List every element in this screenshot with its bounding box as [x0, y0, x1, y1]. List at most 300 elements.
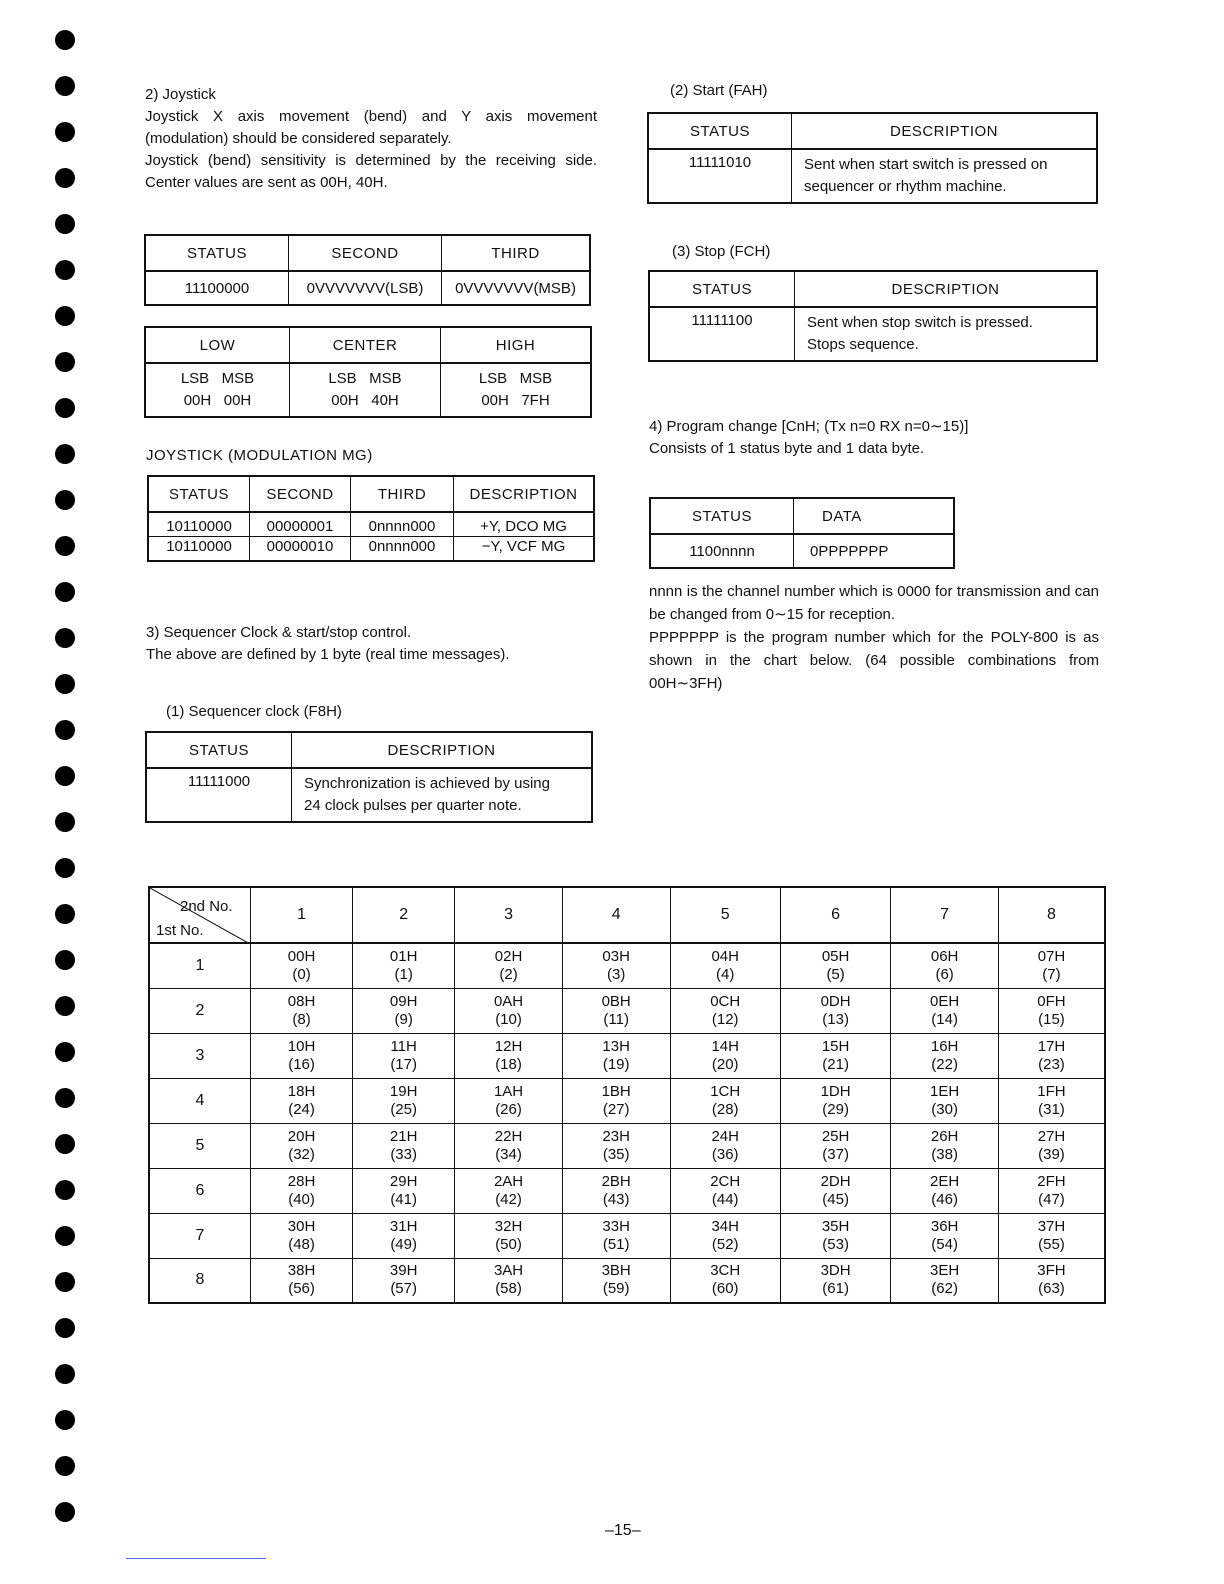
range-high [441, 363, 592, 417]
decimal-value: (37) [822, 1145, 849, 1163]
decimal-value: (6) [935, 965, 954, 983]
corner-top-label: 2nd No. [180, 898, 233, 915]
program-cell [353, 1258, 455, 1303]
binder-hole [55, 858, 75, 878]
modulation-heading: JOYSTICK (MODULATION MG) [146, 447, 373, 464]
decimal-value: (38) [931, 1145, 958, 1163]
program-cell [353, 988, 455, 1033]
decimal-value: (52) [711, 1235, 739, 1253]
status-cell: 11111010 [648, 149, 792, 203]
program-cell [998, 1168, 1105, 1213]
row-header: 1 [149, 943, 251, 988]
desc-line: sequencer or rhythm machine. [804, 178, 1007, 195]
binder-hole [55, 30, 75, 50]
hex-value: 1DH [820, 1082, 851, 1100]
page-number: –15– [605, 1522, 641, 1539]
desc-line: Synchronization is achieved by using [304, 775, 550, 792]
program-cell [562, 1213, 670, 1258]
hex-value: 01H [389, 947, 418, 965]
decimal-value: (32) [288, 1145, 315, 1163]
decimal-value: (62) [931, 1280, 958, 1298]
column-header: 1 [251, 887, 353, 943]
decimal-value: (46) [931, 1190, 958, 1208]
decimal-value: (20) [711, 1055, 739, 1073]
row-header: 3 [149, 1033, 251, 1078]
program-cell [562, 1168, 670, 1213]
program-cell [780, 988, 890, 1033]
decimal-value: (42) [495, 1190, 522, 1208]
hex-value: 00H [287, 947, 316, 965]
decimal-value: (15) [1038, 1010, 1065, 1028]
decimal-value: (22) [931, 1055, 958, 1073]
decimal-value: (56) [288, 1280, 315, 1298]
decimal-value: (19) [602, 1055, 630, 1073]
hex-value: 0EH [930, 992, 960, 1010]
hex-value: 1AH [493, 1082, 524, 1100]
decimal-value: (17) [390, 1055, 417, 1073]
col-header: STATUS [146, 732, 292, 768]
table-row [149, 1168, 1105, 1213]
hex-value: 11H [390, 1037, 417, 1055]
seq-clock-table [145, 731, 593, 823]
program-cell [670, 1213, 780, 1258]
hex-value: 3DH [820, 1262, 851, 1280]
hex-value: 02H [494, 947, 523, 965]
joystick-range-table [144, 326, 592, 418]
desc-line: Stops sequence. [807, 336, 919, 353]
hex-value: 23H [602, 1127, 630, 1145]
program-cell [891, 1168, 999, 1213]
decimal-value: (41) [390, 1190, 417, 1208]
col-header: SECOND [250, 476, 351, 512]
binder-hole [55, 490, 75, 510]
table-cell: +Y, DCO MG [454, 512, 595, 537]
binder-holes [55, 30, 79, 1570]
description-cell [292, 768, 593, 822]
column-header: 4 [562, 887, 670, 943]
range-sub: LSB MSB [478, 370, 553, 387]
table-row [149, 1258, 1105, 1303]
decimal-value: (47) [1038, 1190, 1065, 1208]
binder-hole [55, 1318, 75, 1338]
decimal-value: (39) [1038, 1145, 1065, 1163]
corner-cell [149, 887, 251, 943]
range-val: 00H 40H [331, 392, 399, 409]
program-cell [251, 1258, 353, 1303]
program-cell [562, 988, 670, 1033]
binder-hole [55, 1226, 75, 1246]
program-cell [670, 988, 780, 1033]
hex-value: 1FH [1037, 1082, 1066, 1100]
decimal-value: (36) [711, 1145, 739, 1163]
hex-value: 22H [494, 1127, 523, 1145]
hex-value: 05H [821, 947, 850, 965]
binder-hole [55, 536, 75, 556]
binder-hole [55, 122, 75, 142]
row-header: 7 [149, 1213, 251, 1258]
program-change-note-1: nnnn is the channel number which is 0000 for transmission and can be changed from 0∼15 for reception. [649, 583, 1099, 623]
col-header: LOW [145, 327, 290, 363]
hex-value: 19H [389, 1082, 418, 1100]
decimal-value: (58) [495, 1280, 522, 1298]
decimal-value: (23) [1038, 1055, 1065, 1073]
hex-value: 2BH [601, 1172, 631, 1190]
decimal-value: (4) [716, 965, 735, 983]
col-header: THIRD [442, 235, 591, 271]
decimal-value: (63) [1038, 1280, 1065, 1298]
col-header: STATUS [649, 271, 795, 307]
hex-value: 39H [389, 1262, 418, 1280]
program-cell [998, 1078, 1105, 1123]
program-cell [251, 1123, 353, 1168]
col-header: STATUS [145, 235, 289, 271]
table-cell: −Y, VCF MG [454, 537, 595, 562]
decimal-value: (35) [602, 1145, 630, 1163]
program-change-sub: Consists of 1 status byte and 1 data byte. [649, 440, 925, 457]
binder-hole [55, 1364, 75, 1384]
hex-value: 10H [287, 1037, 316, 1055]
hex-value: 07H [1037, 947, 1066, 965]
hex-value: 14H [711, 1037, 739, 1055]
program-cell [455, 1258, 563, 1303]
decimal-value: (44) [711, 1190, 739, 1208]
program-cell [780, 1033, 890, 1078]
program-cell [562, 943, 670, 988]
program-cell [353, 1123, 455, 1168]
decimal-value: (57) [390, 1280, 417, 1298]
hex-value: 32H [494, 1217, 523, 1235]
row-header: 8 [149, 1258, 251, 1303]
hex-value: 0BH [601, 992, 631, 1010]
decimal-value: (30) [931, 1100, 958, 1118]
hex-value: 0CH [710, 992, 741, 1010]
hex-value: 3EH [930, 1262, 960, 1280]
decimal-value: (26) [495, 1100, 522, 1118]
program-cell [251, 1168, 353, 1213]
decimal-value: (40) [288, 1190, 315, 1208]
decimal-value: (8) [292, 1010, 311, 1028]
program-cell [353, 1078, 455, 1123]
binder-hole [55, 812, 75, 832]
table-cell: 00000001 [250, 512, 351, 537]
range-sub: LSB MSB [328, 370, 402, 387]
decimal-value: (2) [499, 965, 518, 983]
decimal-value: (60) [711, 1280, 739, 1298]
binder-hole [55, 766, 75, 786]
hex-value: 36H [930, 1217, 959, 1235]
hex-value: 1CH [710, 1082, 741, 1100]
table-row [149, 1213, 1105, 1258]
program-cell [353, 943, 455, 988]
program-cell [998, 1213, 1105, 1258]
hex-value: 30H [287, 1217, 316, 1235]
program-cell [455, 988, 563, 1033]
binder-hole [55, 444, 75, 464]
decimal-value: (11) [603, 1010, 629, 1028]
hex-value: 2EH [930, 1172, 960, 1190]
program-cell [780, 1123, 890, 1168]
program-cell [780, 943, 890, 988]
col-header: THIRD [351, 476, 454, 512]
hex-value: 13H [602, 1037, 630, 1055]
program-cell [891, 943, 999, 988]
table-cell: 11100000 [145, 271, 289, 305]
col-header: DESCRIPTION [454, 476, 595, 512]
seq-clock-title: (1) Sequencer clock (F8H) [166, 703, 342, 720]
joystick-section [145, 84, 597, 194]
decimal-value: (21) [822, 1055, 849, 1073]
hex-value: 25H [821, 1127, 850, 1145]
decimal-value: (48) [288, 1235, 315, 1253]
decimal-value: (43) [602, 1190, 630, 1208]
program-cell [251, 1078, 353, 1123]
decimal-value: (33) [390, 1145, 417, 1163]
program-cell [455, 1123, 563, 1168]
program-cell [353, 1213, 455, 1258]
hex-value: 0FH [1037, 992, 1066, 1010]
binder-hole [55, 1272, 75, 1292]
seq-start-table [647, 112, 1098, 204]
hex-value: 1BH [601, 1082, 631, 1100]
program-cell [891, 1213, 999, 1258]
description-cell [792, 149, 1098, 203]
program-change-table [649, 497, 955, 569]
decimal-value: (1) [394, 965, 413, 983]
program-cell [251, 1213, 353, 1258]
sequencer-sub: The above are defined by 1 byte (real time messages). [146, 646, 510, 663]
program-cell [780, 1213, 890, 1258]
col-header: DESCRIPTION [292, 732, 593, 768]
table-row [149, 1078, 1105, 1123]
program-cell [251, 988, 353, 1033]
range-sub: LSB MSB [180, 370, 255, 387]
hex-value: 04H [711, 947, 739, 965]
decimal-value: (0) [292, 965, 311, 983]
column-header: 7 [891, 887, 999, 943]
joystick-message-table [144, 234, 591, 306]
program-cell [891, 988, 999, 1033]
hex-value: 20H [287, 1127, 316, 1145]
program-cell [251, 1033, 353, 1078]
program-cell [455, 943, 563, 988]
description-cell [795, 307, 1098, 361]
binder-hole [55, 1088, 75, 1108]
desc-line: Sent when stop switch is pressed. [807, 314, 1033, 331]
joystick-para-1: Joystick X axis movement (bend) and Y axis movement (modulation) should be considered separately. [145, 108, 597, 147]
binder-hole [55, 1042, 75, 1062]
binder-hole [55, 1502, 75, 1522]
col-header: DESCRIPTION [795, 271, 1098, 307]
row-header: 2 [149, 988, 251, 1033]
program-cell [353, 1033, 455, 1078]
table-row [149, 988, 1105, 1033]
binder-hole [55, 214, 75, 234]
decimal-value: (10) [495, 1010, 522, 1028]
table-cell: 10110000 [148, 512, 250, 537]
decimal-value: (5) [826, 965, 845, 983]
binder-hole [55, 1180, 75, 1200]
hex-value: 08H [287, 992, 316, 1010]
range-val: 00H 00H [183, 392, 252, 409]
binder-hole [55, 628, 75, 648]
binder-hole [55, 76, 75, 96]
decimal-value: (61) [822, 1280, 849, 1298]
program-cell [251, 943, 353, 988]
program-cell [353, 1168, 455, 1213]
decimal-value: (54) [931, 1235, 958, 1253]
decimal-value: (9) [394, 1010, 413, 1028]
col-header: CENTER [290, 327, 441, 363]
decimal-value: (13) [822, 1010, 849, 1028]
program-cell [780, 1078, 890, 1123]
binder-hole [55, 904, 75, 924]
decimal-value: (49) [390, 1235, 417, 1253]
table-cell: 0nnnn000 [351, 537, 454, 562]
program-cell [891, 1123, 999, 1168]
decimal-value: (55) [1038, 1235, 1065, 1253]
program-change-section [649, 416, 1099, 460]
program-cell [562, 1033, 670, 1078]
hex-value: 17H [1037, 1037, 1066, 1055]
decimal-value: (3) [607, 965, 626, 983]
table-cell: 0nnnn000 [351, 512, 454, 537]
hex-value: 31H [389, 1217, 418, 1235]
hex-value: 09H [389, 992, 418, 1010]
table-cell: 0VVVVVVV(MSB) [442, 271, 591, 305]
col-header: SECOND [289, 235, 442, 271]
table-row [149, 1033, 1105, 1078]
hex-value: 1EH [930, 1082, 960, 1100]
range-center [290, 363, 441, 417]
program-cell [455, 1078, 563, 1123]
hex-value: 24H [711, 1127, 739, 1145]
program-cell [998, 1123, 1105, 1168]
table-cell: 00000010 [250, 537, 351, 562]
program-cell [670, 1033, 780, 1078]
program-cell [998, 943, 1105, 988]
program-cell [670, 943, 780, 988]
status-cell: 11111100 [649, 307, 795, 361]
hex-value: 37H [1037, 1217, 1066, 1235]
binder-hole [55, 996, 75, 1016]
program-cell [998, 988, 1105, 1033]
hex-value: 3AH [493, 1262, 524, 1280]
program-change-heading: 4) Program change [CnH; (Tx n=0 RX n=0∼15)] [649, 418, 969, 435]
joystick-heading: 2) Joystick [145, 86, 216, 103]
hex-value: 0AH [493, 992, 524, 1010]
program-cell [455, 1168, 563, 1213]
program-number-chart [148, 886, 1106, 1304]
decimal-value: (29) [822, 1100, 849, 1118]
corner-bottom-label: 1st No. [156, 922, 204, 939]
program-cell [891, 1033, 999, 1078]
seq-stop-title: (3) Stop (FCH) [672, 243, 771, 260]
column-header: 5 [670, 887, 780, 943]
hex-value: 2FH [1037, 1172, 1066, 1190]
col-header: HIGH [441, 327, 592, 363]
hex-value: 2DH [820, 1172, 851, 1190]
status-cell: 11111000 [146, 768, 292, 822]
program-change-notes [649, 580, 1099, 695]
hex-value: 03H [602, 947, 630, 965]
col-header: STATUS [148, 476, 250, 512]
seq-start-title: (2) Start (FAH) [670, 82, 768, 99]
seq-stop-table [648, 270, 1098, 362]
decimal-value: (14) [931, 1010, 958, 1028]
footer-rule [126, 1558, 266, 1559]
binder-hole [55, 950, 75, 970]
column-header: 3 [455, 887, 563, 943]
joystick-para-2: Joystick (bend) sensitivity is determined by the receiving side. Center values are sent as 00H, 40H. [145, 152, 597, 191]
column-header: 6 [780, 887, 890, 943]
binder-hole [55, 582, 75, 602]
column-header: 8 [998, 887, 1105, 943]
binder-hole [55, 1456, 75, 1476]
row-header: 6 [149, 1168, 251, 1213]
hex-value: 34H [711, 1217, 739, 1235]
col-header: STATUS [650, 498, 794, 534]
hex-value: 3FH [1037, 1262, 1066, 1280]
program-cell [891, 1078, 999, 1123]
binder-hole [55, 352, 75, 372]
hex-value: 33H [602, 1217, 630, 1235]
decimal-value: (31) [1038, 1100, 1065, 1118]
modulation-table [147, 475, 595, 562]
program-cell [455, 1213, 563, 1258]
hex-value: 35H [821, 1217, 850, 1235]
desc-line: Sent when start switch is pressed on [804, 156, 1048, 173]
hex-value: 3BH [601, 1262, 631, 1280]
program-change-note-2: PPPPPPP is the program number which for the POLY-800 is as shown in the chart below. (64 possible combinations from 00H∼3FH) [649, 629, 1099, 692]
hex-value: 2AH [493, 1172, 524, 1190]
decimal-value: (7) [1042, 965, 1061, 983]
decimal-value: (50) [495, 1235, 522, 1253]
program-cell [670, 1168, 780, 1213]
decimal-value: (18) [495, 1055, 522, 1073]
table-cell: 10110000 [148, 537, 250, 562]
program-cell [670, 1078, 780, 1123]
hex-value: 27H [1037, 1127, 1066, 1145]
decimal-value: (28) [711, 1100, 739, 1118]
row-header: 5 [149, 1123, 251, 1168]
program-cell [562, 1258, 670, 1303]
data-cell: 0PPPPPPP [794, 534, 955, 568]
decimal-value: (16) [288, 1055, 315, 1073]
program-cell [670, 1123, 780, 1168]
sequencer-section [146, 622, 596, 666]
range-low [145, 363, 290, 417]
hex-value: 15H [821, 1037, 850, 1055]
program-cell [455, 1033, 563, 1078]
col-header: STATUS [648, 113, 792, 149]
binder-hole [55, 398, 75, 418]
sequencer-heading: 3) Sequencer Clock & start/stop control. [146, 624, 412, 641]
binder-hole [55, 1134, 75, 1154]
table-cell: 0VVVVVVV(LSB) [289, 271, 442, 305]
column-header: 2 [353, 887, 455, 943]
hex-value: 28H [287, 1172, 316, 1190]
hex-value: 2CH [710, 1172, 741, 1190]
program-cell [780, 1168, 890, 1213]
binder-hole [55, 260, 75, 280]
table-row [149, 1123, 1105, 1168]
binder-hole [55, 306, 75, 326]
binder-hole [55, 168, 75, 188]
desc-line: 24 clock pulses per quarter note. [304, 797, 522, 814]
hex-value: 3CH [710, 1262, 741, 1280]
binder-hole [55, 720, 75, 740]
program-cell [998, 1258, 1105, 1303]
